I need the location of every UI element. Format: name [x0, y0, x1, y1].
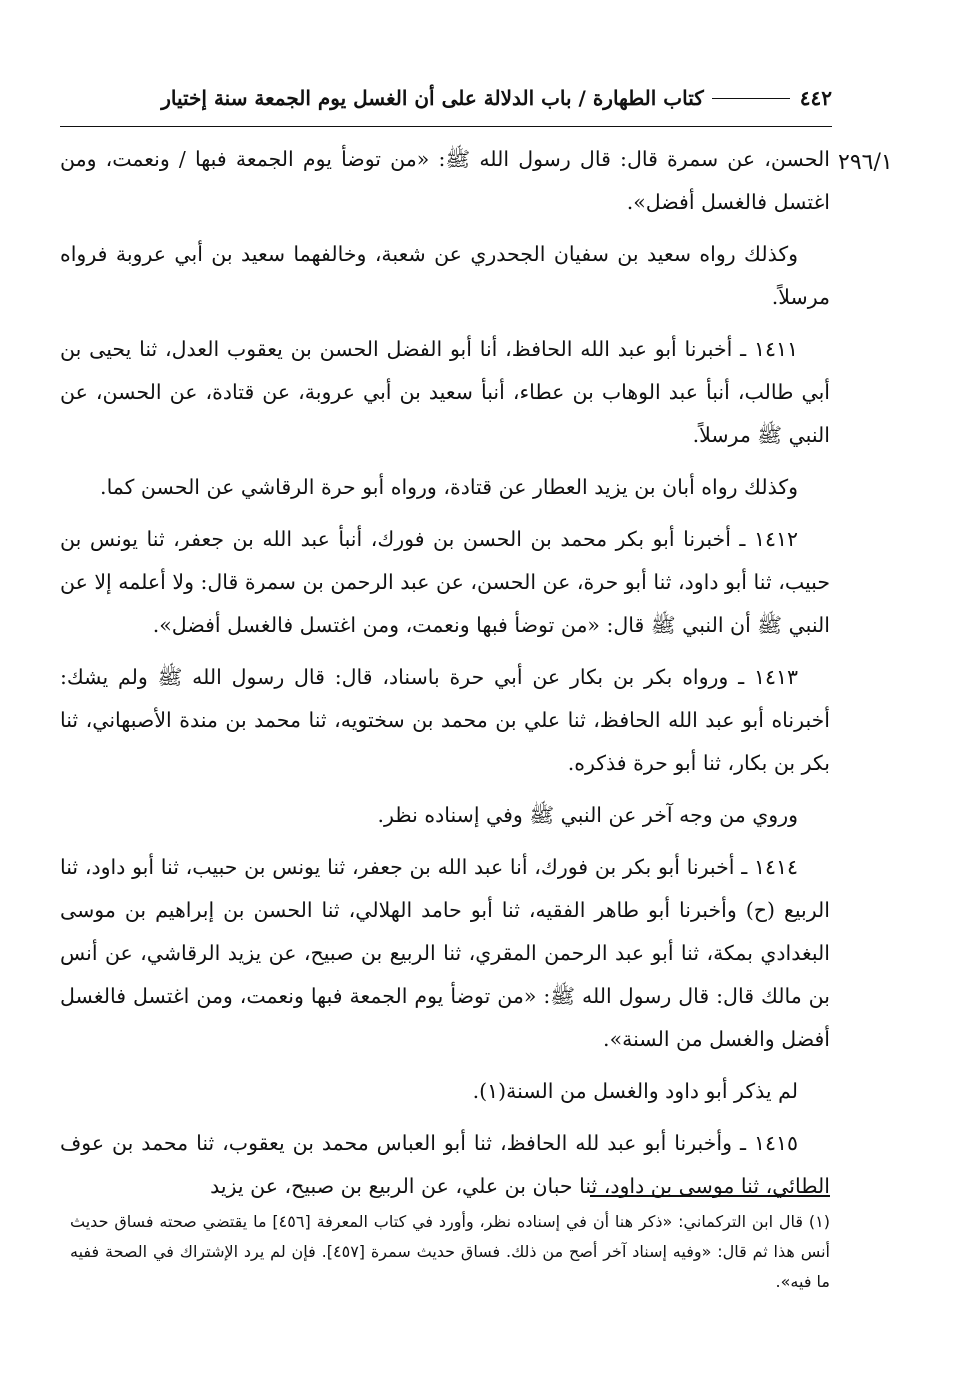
main-text	[60, 138, 830, 1217]
running-header	[60, 86, 832, 110]
header-divider	[60, 126, 832, 127]
paragraph-2: وكذلك رواه سعيد بن سفيان الجحدري عن شعبة، وخالفهما سعيد بن أبي عروبة فرواه مرسلاً.	[60, 242, 830, 309]
footnote	[70, 1207, 830, 1297]
hadith-1414: ١٤١٤ ـ أخبرنا أبو بكر بن فورك، أنا عبد الله بن جعفر، ثنا يونس بن حبيب، ثنا أبو داود، ثنا الربيع (ح) وأخبرنا أبو طاهر الفقيه، ثنا أبو حامد الهلالي، ثنا الحسن بن إبراهيم بن موسى البغدادي بمكة، ثنا أبو عبد الرحمن المقري، ثنا الربيع بن صبيح، عن يزيد الرقاشي، عن أنس بن مالك قال: قال رسول الله ﷺ: «من توضأ يوم الجمعة فبها ونعمت، ومن اغتسل فالغسل أفضل والغسل من السنة».	[60, 855, 830, 1051]
footnote-divider	[590, 1195, 830, 1197]
margin-reference: ٢٩٦/١	[838, 150, 893, 175]
paragraph-9: لم يذكر أبو داود والغسل من السنة(١).	[472, 1079, 798, 1103]
hadith-1413: ١٤١٣ ـ ورواه بكر بن بكار عن أبي حرة باسناد، قال: قال رسول الله ﷺ ولم يشك: أخبرناه أبو عبد الله الحافظ، ثنا علي بن محمد بن سختويه، ثنا محمد بن مندة الأصبهاني، ثنا بكر بن بكار، ثنا أبو حرة فذكره.	[60, 665, 830, 775]
running-title: كتاب الطهارة / باب الدلالة على أن الغسل يوم الجمعة سنة إختيار	[161, 86, 704, 110]
paragraph-7: وروي من وجه آخر عن النبي ﷺ وفي إسناده نظر.	[377, 803, 798, 827]
hadith-1412: ١٤١٢ ـ أخبرنا أبو بكر محمد بن الحسن بن فورك، أنبأ عبد الله بن جعفر، ثنا يونس بن حبيب، ثنا أبو داود، ثنا أبو حرة، عن الحسن، عن عبد الرحمن بن سمرة قال: ولا أعلمه إلا عن النبي ﷺ أن النبي ﷺ قال: «من توضأ فبها ونعمت، ومن اغتسل فالغسل أفضل».	[60, 527, 830, 637]
hadith-1411: ١٤١١ ـ أخبرنا أبو عبد الله الحافظ، أنا أبو الفضل الحسن بن يعقوب العدل، ثنا يحيى بن أبي طالب، أنبأ عبد الوهاب بن عطاء، أنبأ سعيد بن أبي عروبة، عن قتادة، عن الحسن، عن النبي ﷺ مرسلاً.	[60, 337, 830, 447]
footnote-1: (١) قال ابن التركماني: «ذكر هنا أن في إسناده نظر، وأورد في كتاب المعرفة [٤٥٦] ما يقتضي صحته فساق حديث أنس هذا ثم قال: «وفيه إسناد آخر أصح من ذلك. فساق حديث سمرة [٤٥٧]. فإن لم يرد الإشتراك في الصحة ففيه ما فيه».	[70, 1212, 831, 1291]
page-number: ٤٤٢	[799, 86, 832, 110]
paragraph-1: الحسن، عن سمرة قال: قال رسول الله ﷺ: «من توضأ يوم الجمعة فبها / ونعمت، ومن اغتسل فالغسل أفضل».	[60, 147, 830, 214]
hadith-1415: ١٤١٥ ـ وأخبرنا أبو عبد لله الحافظ، ثنا أبو العباس محمد بن يعقوب، ثنا محمد بن عوف الطائي، ثنا موسى بن داود، ثنا حبان بن علي، عن الربيع بن صبيح، عن يزيد	[60, 1131, 830, 1198]
header-dash	[712, 98, 790, 99]
paragraph-4: وكذلك رواه أبان بن يزيد العطار عن قتادة، ورواه أبو حرة الرقاشي عن الحسن كما.	[100, 475, 798, 499]
